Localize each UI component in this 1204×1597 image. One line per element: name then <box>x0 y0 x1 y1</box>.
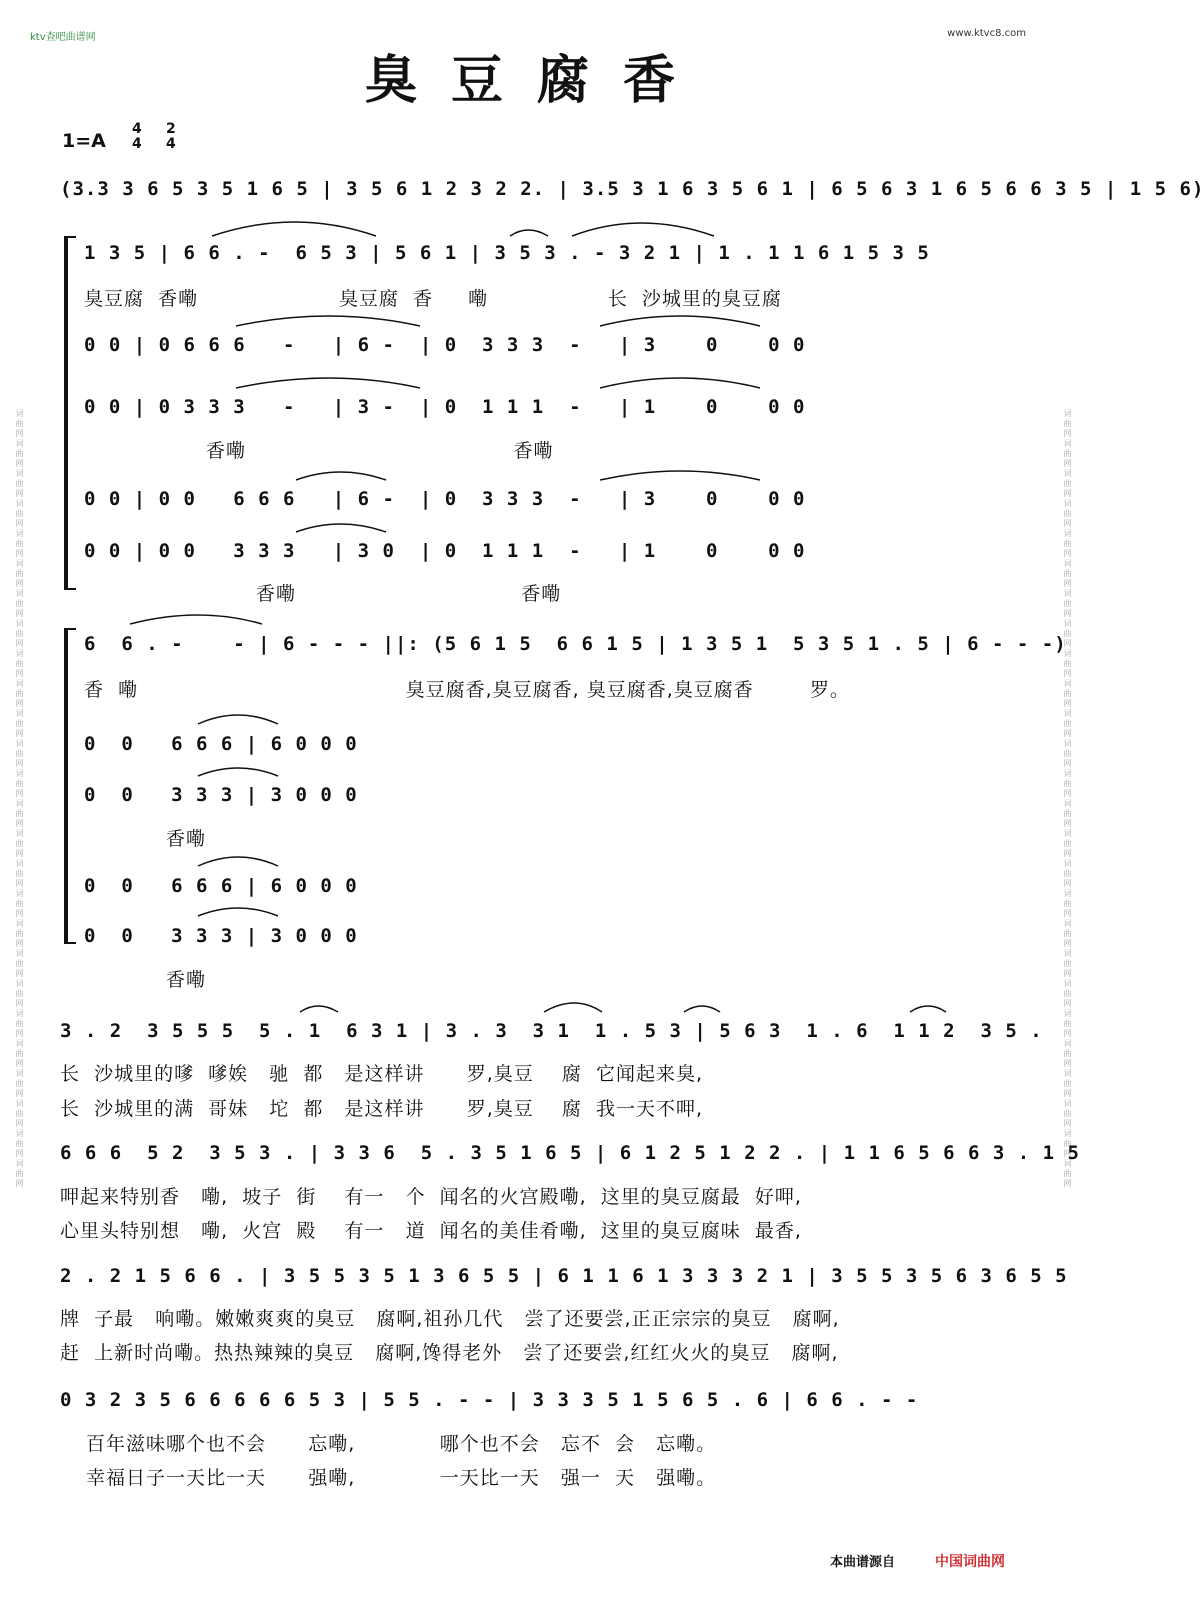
system1-voice2: 0 0 | 0 3 3 3 - | 3 - | 0 1 1 1 - | 1 0 0 0 <box>84 396 806 418</box>
system2-lyric-voice2: 香嘞 <box>166 828 207 850</box>
system2-voice2: 0 0 3 3 3 | 3 0 0 0 <box>84 784 358 806</box>
verse-line-4-notes: 0 3 2 3 5 6 6 6 6 6 5 3 | 5 5 . - - | 3 3 3 5 1 5 6 5 . 6 | 6 6 . - - <box>60 1389 919 1411</box>
system1-melody: 1 3 5 | 6 6 . - 6 5 3 | 5 6 1 | 3 5 3 . - 3 2 1 | 1 . 1 1 6 1 5 3 5 <box>84 242 930 264</box>
system1-lyric: 臭豆腐 香嘞 臭豆腐 香 嘞 长 沙城里的臭豆腐 <box>84 288 782 310</box>
site-label-right[interactable]: www.ktvc8.com <box>947 28 1026 39</box>
system2-voice1: 0 0 6 6 6 | 6 0 0 0 <box>84 733 358 755</box>
system2-voice4: 0 0 3 3 3 | 3 0 0 0 <box>84 925 358 947</box>
verse-line-3-lyric-1: 牌 子最 响嘞。嫩嫩爽爽的臭豆 腐啊,祖孙几代 尝了还要尝,正正宗宗的臭豆 腐啊, <box>60 1308 840 1330</box>
verse-line-2-lyric-2: 心里头特别想 嘞, 火宫 殿 有一 道 闻名的美佳肴嘞, 这里的臭豆腐味 最香, <box>60 1220 802 1242</box>
footer-source-label: 本曲谱源自 <box>830 1555 896 1570</box>
system2-melody: 6 6 . - - | 6 - - - ||: (5 6 1 5 6 6 1 5 | 1 3 5 1 5 3 5 1 . 5 | 6 - - -) <box>84 633 1067 655</box>
time-signature-2-4: 2 4 <box>166 121 176 152</box>
verse-line-1-lyric-2: 长 沙城里的满 哥妹 坨 都 是这样讲 罗,臭豆 腐 我一天不呷, <box>60 1098 704 1120</box>
system1-voice4: 0 0 | 0 0 3 3 3 | 3 0 | 0 1 1 1 - | 1 0 0 0 <box>84 540 806 562</box>
verse-line-1-lyric-1: 长 沙城里的嗲 嗲娭 驰 都 是这样讲 罗,臭豆 腐 它闻起来臭, <box>60 1063 704 1085</box>
verse-line-4-lyric-1: 百年滋味哪个也不会 忘嘞, 哪个也不会 忘不 会 忘嘞。 <box>86 1433 717 1455</box>
key-signature: 1=A <box>62 130 106 152</box>
side-watermark-left: 词曲网词曲网词曲网词曲网词曲网词曲网词曲网词曲网词曲网词曲网词曲网词曲网词曲网词曲网词曲网词曲网词曲网词曲网词曲网词曲网词曲网词曲网词曲网词曲网词曲网词曲网 <box>15 408 24 1189</box>
system1-lyric-voice2: 香嘞 香嘞 <box>206 440 554 462</box>
system1-voice3: 0 0 | 0 0 6 6 6 | 6 - | 0 3 3 3 - | 3 0 0 0 <box>84 488 806 510</box>
system1-voice1: 0 0 | 0 6 6 6 - | 6 - | 0 3 3 3 - | 3 0 0 0 <box>84 334 806 356</box>
verse-line-4-lyric-2: 幸福日子一天比一天 强嘞, 一天比一天 强一 天 强嘞。 <box>86 1467 717 1489</box>
footer-source-site[interactable]: 中国词曲网 <box>935 1554 1005 1570</box>
verse-line-3-lyric-2: 赶 上新时尚嘞。热热辣辣的臭豆 腐啊,馋得老外 尝了还要尝,红红火火的臭豆 腐啊, <box>60 1342 839 1364</box>
verse-line-3-notes: 2 . 2 1 5 6 6 . | 3 5 5 3 5 1 3 6 5 5 | 6 1 1 6 1 3 3 3 2 1 | 3 5 5 3 5 6 3 6 5 5 <box>60 1265 1068 1287</box>
system2-lyric-voice4: 香嘞 <box>166 969 207 991</box>
verse-line-2-lyric-1: 呷起来特别香 嘞, 坡子 街 有一 个 闻名的火宫殿嘞, 这里的臭豆腐最 好呷, <box>60 1186 802 1208</box>
intro-line: (3.3 3 6 5 3 5 1 6 5 | 3 5 6 1 2 3 2 2. | 3.5 3 1 6 3 5 6 1 | 6 5 6 3 1 6 5 6 6 3 5 | 1 5 6) <box>60 178 1204 200</box>
verse-line-1-notes: 3 . 2 3 5 5 5 5 . 1 6 3 1 | 3 . 3 3 1 1 . 5 3 | 5 6 3 1 . 6 1 1 2 3 5 . <box>60 1020 1043 1042</box>
song-title: 臭豆腐香 <box>364 50 709 111</box>
system2-voice3: 0 0 6 6 6 | 6 0 0 0 <box>84 875 358 897</box>
time-signature-4-4: 4 4 <box>132 121 142 152</box>
side-watermark-right: 词曲网词曲网词曲网词曲网词曲网词曲网词曲网词曲网词曲网词曲网词曲网词曲网词曲网词曲网词曲网词曲网词曲网词曲网词曲网词曲网词曲网词曲网词曲网词曲网词曲网词曲网 <box>1063 408 1072 1189</box>
system2-lyric: 香 嘞 臭豆腐香,臭豆腐香, 臭豆腐香,臭豆腐香 罗。 <box>84 679 851 701</box>
verse-line-2-notes: 6 6 6 5 2 3 5 3 . | 3 3 6 5 . 3 5 1 6 5 | 6 1 2 5 1 2 2 . | 1 1 6 5 6 6 3 . 1 5 <box>60 1142 1080 1164</box>
system1-lyric-voice4: 香嘞 香嘞 <box>256 583 562 605</box>
site-label-left[interactable]: ktv查吧曲谱网 <box>30 32 96 43</box>
